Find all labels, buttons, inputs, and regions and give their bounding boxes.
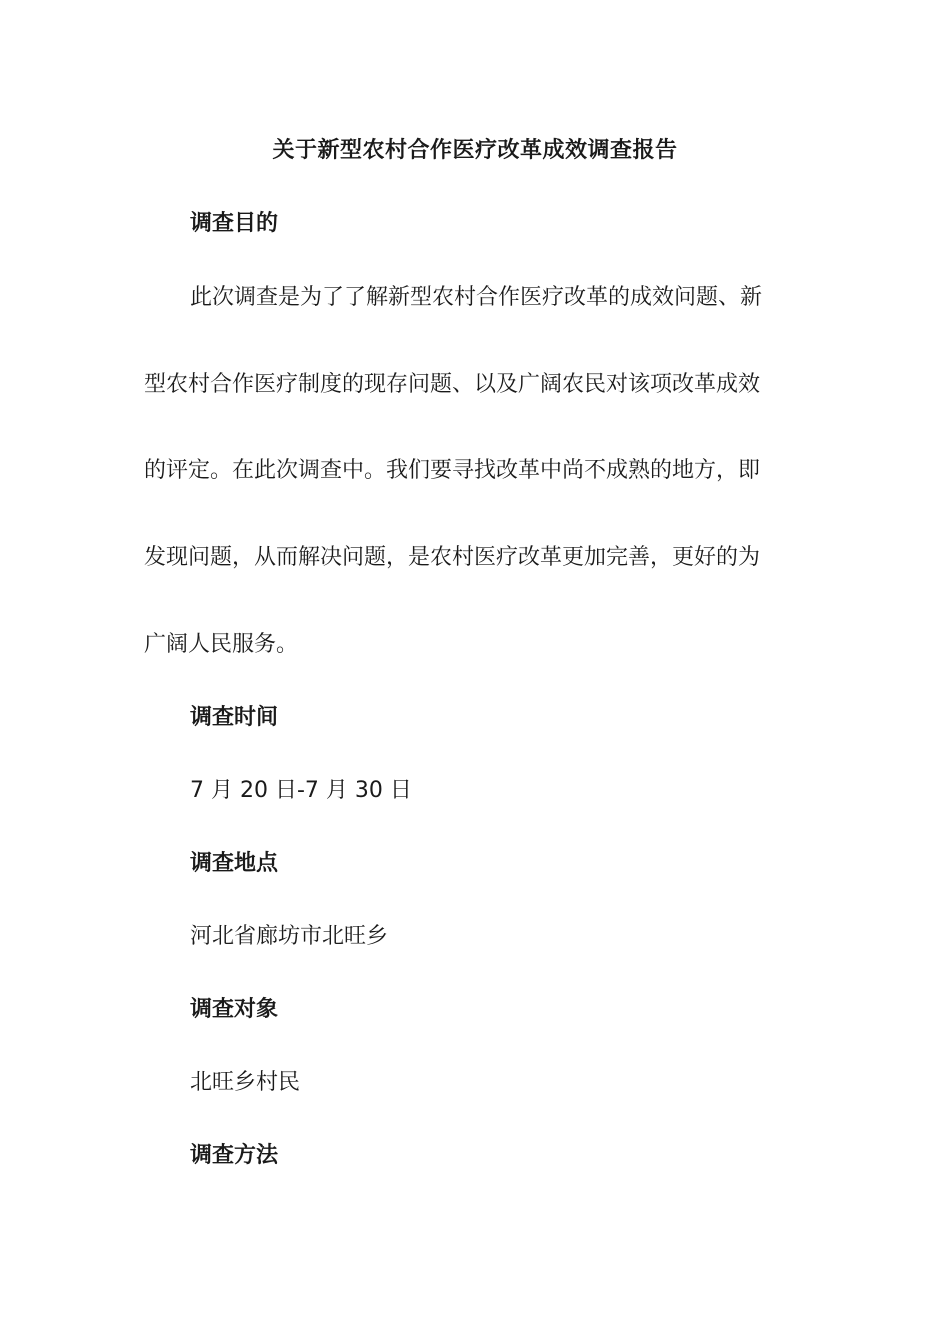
paragraph-line: 的评定。在此次调查中。我们要寻找改革中尚不成熟的地方，即 <box>144 458 761 483</box>
paragraph-line: 此次调查是为了了解新型农村合作医疗改革的成效问题、新 <box>190 285 763 310</box>
survey-time-value: 7 月 20 日-7 月 30 日 <box>190 778 412 803</box>
paragraph-line: 型农村合作医疗制度的现存问题、以及广阔农民对该项改革成效 <box>144 372 761 397</box>
section-heading-purpose: 调查目的 <box>190 211 279 236</box>
section-heading-subject: 调查对象 <box>190 997 279 1022</box>
paragraph-line: 广阔人民服务。 <box>144 632 299 657</box>
paragraph-line: 发现问题，从而解决问题，是农村医疗改革更加完善，更好的为 <box>144 545 761 570</box>
section-heading-location: 调查地点 <box>190 851 279 876</box>
section-heading-method: 调查方法 <box>190 1143 279 1168</box>
section-heading-time: 调查时间 <box>190 705 279 730</box>
survey-location-value: 河北省廊坊市北旺乡 <box>190 924 389 949</box>
document-title: 关于新型农村合作医疗改革成效调查报告 <box>272 138 678 163</box>
survey-subject-value: 北旺乡村民 <box>190 1070 301 1095</box>
